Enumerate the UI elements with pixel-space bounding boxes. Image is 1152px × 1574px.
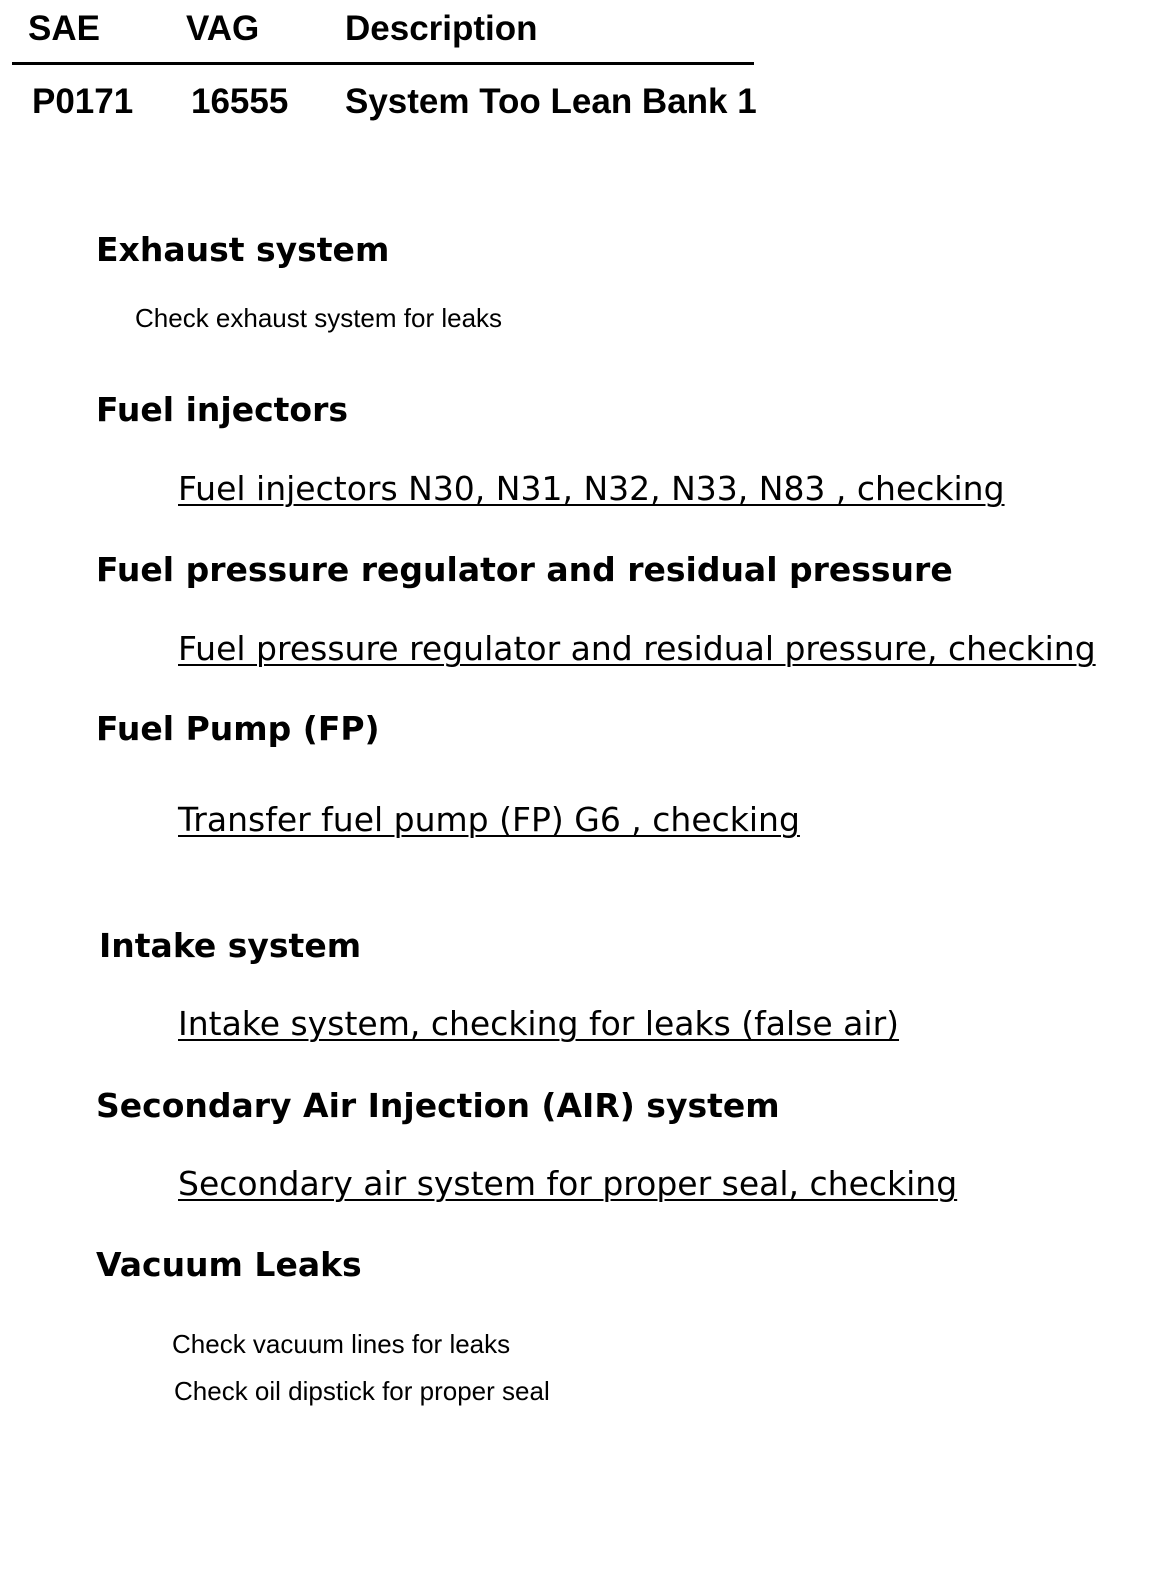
- link-secondary-air-seal-checking[interactable]: Secondary air system for proper seal, checking: [178, 1164, 958, 1203]
- instruction-check-exhaust: Check exhaust system for leaks: [135, 303, 503, 333]
- code-vag: 16555: [191, 82, 289, 121]
- section-heading-secondary-air-injection: Secondary Air Injection (AIR) system: [96, 1086, 780, 1125]
- instruction-check-vacuum-lines: Check vacuum lines for leaks: [172, 1329, 511, 1359]
- section-heading-exhaust-system: Exhaust system: [96, 230, 390, 269]
- link-fuel-injectors-checking[interactable]: Fuel injectors N30, N31, N32, N33, N83 , checking: [178, 469, 1005, 508]
- section-heading-vacuum-leaks: Vacuum Leaks: [96, 1245, 362, 1284]
- section-heading-fuel-pump: Fuel Pump (FP): [96, 709, 380, 748]
- code-description: System Too Lean Bank 1: [345, 82, 757, 121]
- header-sae: SAE: [28, 9, 100, 48]
- instruction-check-oil-dipstick: Check oil dipstick for proper seal: [174, 1376, 550, 1406]
- code-sae: P0171: [32, 82, 134, 121]
- header-divider: [12, 62, 754, 65]
- section-heading-fuel-injectors: Fuel injectors: [96, 390, 348, 429]
- link-fuel-pressure-regulator-checking[interactable]: Fuel pressure regulator and residual pressure, checking: [178, 629, 1096, 668]
- section-heading-intake-system: Intake system: [99, 926, 362, 965]
- section-heading-fuel-pressure-regulator: Fuel pressure regulator and residual pressure: [96, 550, 953, 589]
- link-intake-system-leaks[interactable]: Intake system, checking for leaks (false air): [178, 1004, 900, 1043]
- header-vag: VAG: [186, 9, 260, 48]
- header-description: Description: [345, 9, 538, 48]
- link-transfer-fuel-pump-checking[interactable]: Transfer fuel pump (FP) G6 , checking: [178, 800, 800, 839]
